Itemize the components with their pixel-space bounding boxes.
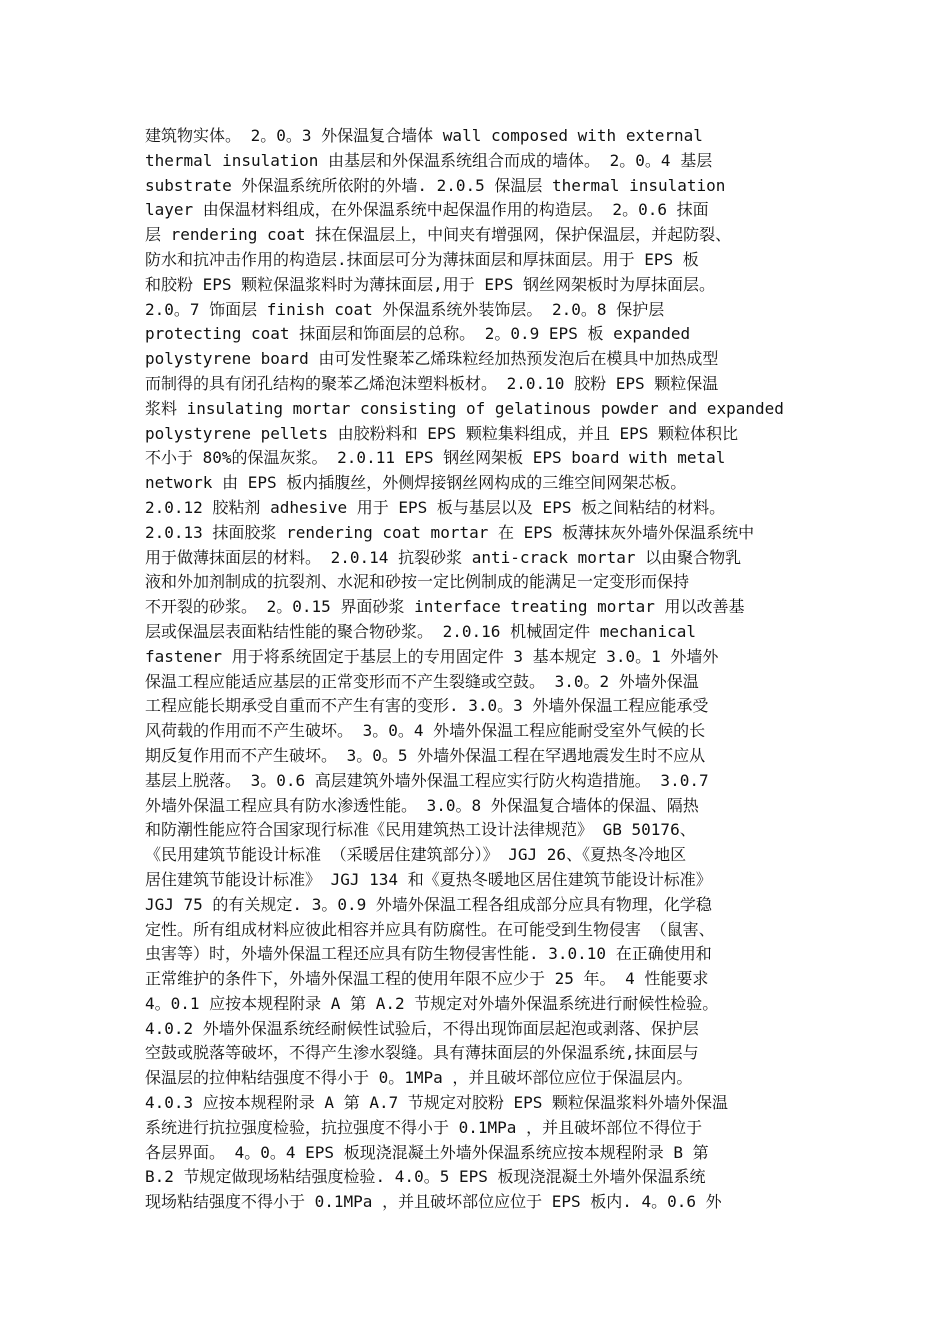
text-line: 基层上脱落。 3。0.6 高层建筑外墙外保温工程应实行防火构造措施。 3.0.7	[145, 770, 709, 790]
text-line: 2.0.12 胶粘剂 adhesive 用于 EPS 板与基层以及 EPS 板之间粘结的材料。	[145, 497, 726, 517]
text-line: thermal insulation 由基层和外保温系统组合而成的墙体。 2。0。4 基层	[145, 150, 713, 170]
text-line: 《民用建筑节能设计标准 （采暖居住建筑部分）》 JGJ 26、《夏热冬冷地区	[145, 845, 687, 865]
text-line: 层或保温层表面粘结性能的聚合物砂浆。 2.0.16 机械固定件 mechanical	[145, 621, 697, 641]
text-line: 空鼓或脱落等破坏，不得产生渗水裂缝。具有薄抹面层的外保温系统,抹面层与	[145, 1043, 699, 1063]
text-line: 建筑物实体。 2。0。3 外保温复合墙体 wall composed with external	[145, 126, 703, 145]
text-line: 正常维护的条件下，外墙外保温工程的使用年限不应少于 25 年。 4 性能要求	[145, 969, 709, 989]
text-line: 不开裂的砂浆。 2。0.15 界面砂浆 interface treating mortar 用以改善基	[145, 597, 745, 617]
text-line: 4.0.2 外墙外保温系统经耐候性试验后，不得出现饰面层起泡或剥落、保护层	[145, 1018, 699, 1038]
text-line: 2.0.13 抹面胶浆 rendering coat mortar 在 EPS 板薄抹灰外墙外保温系统中	[145, 522, 755, 542]
text-line: 4。0.1 应按本规程附录 A 第 A.2 节规定对外墙外保温系统进行耐候性检验。	[145, 993, 719, 1013]
text-line: JGJ 75 的有关规定. 3。0.9 外墙外保温工程各组成部分应具有物理，化学稳	[145, 894, 712, 914]
text-line: 工程应能长期承受自重而不产生有害的变形. 3.0。3 外墙外保温工程应能承受	[145, 696, 709, 716]
text-line: 外墙外保温工程应具有防水渗透性能。 3.0。8 外保温复合墙体的保温、隔热	[145, 795, 699, 815]
text-line: 而制得的具有闭孔结构的聚苯乙烯泡沫塑料板材。 2.0.10 胶粉 EPS 颗粒保温	[145, 373, 719, 393]
text-line: 和防潮性能应符合国家现行标准《民用建筑热工设计法律规范》 GB 50176、	[145, 820, 696, 840]
text-line: 定性。所有组成材料应彼此相容并应具有防腐性。在可能受到生物侵害 （鼠害、	[145, 919, 715, 939]
text-line: polystyrene board 由可发性聚苯乙烯珠粒经加热预发泡后在模具中加热成型	[145, 349, 719, 369]
text-line: polystyrene pellets 由胶粉料和 EPS 颗粒集料组成，并且 EPS 颗粒体积比	[145, 423, 738, 443]
text-line: 2.0。7 饰面层 finish coat 外保温系统外装饰层。 2.0。8 保护层	[145, 299, 665, 319]
text-line: fastener 用于将系统固定于基层上的专用固定件 3 基本规定 3.0。1 外墙外	[145, 646, 719, 666]
text-line: 浆料 insulating mortar consisting of gelatinous powder and expanded	[145, 398, 784, 418]
text-line: substrate 外保温系统所依附的外墙. 2.0.5 保温层 thermal insulation	[145, 175, 726, 195]
text-line: B.2 节规定做现场粘结强度检验. 4.0。5 EPS 板现浇混凝土外墙外保温系统	[145, 1167, 706, 1187]
text-line: 居住建筑节能设计标准》 JGJ 134 和《夏热冬暖地区居住建筑节能设计标准》	[145, 869, 712, 889]
text-line: 防水和抗冲击作用的构造层.抹面层可分为薄抹面层和厚抹面层。用于 EPS 板	[145, 249, 699, 269]
text-line: 风荷载的作用而不产生破坏。 3。0。4 外墙外保温工程应能耐受室外气候的长	[145, 721, 706, 741]
text-line: 4.0.3 应按本规程附录 A 第 A.7 节规定对胶粉 EPS 颗粒保温浆料外墙外保温	[145, 1093, 729, 1113]
text-line: 系统进行抗拉强度检验，抗拉强度不得小于 0.1MPa ，并且破坏部位不得位于	[145, 1117, 703, 1137]
text-line: 和胶粉 EPS 颗粒保温浆料时为薄抹面层,用于 EPS 钢丝网架板时为厚抹面层。	[145, 274, 715, 294]
text-line: 保温层的拉伸粘结强度不得小于 0。1MPa ，并且破坏部位应位于保温层内。	[145, 1068, 693, 1088]
text-line: 保温工程应能适应基层的正常变形而不产生裂缝或空鼓。 3.0。2 外墙外保温	[145, 671, 699, 691]
body-text	[145, 124, 835, 1215]
text-line: network 由 EPS 板内插腹丝，外侧焊接钢丝网构成的三维空间网架芯板。	[145, 473, 687, 493]
text-line: 不小于 80%的保温灰浆。 2.0.11 EPS 钢丝网架板 EPS board with metal	[145, 448, 726, 468]
text-line: 期反复作用而不产生破坏。 3。0。5 外墙外保温工程在罕遇地震发生时不应从	[145, 745, 706, 765]
text-line: layer 由保温材料组成，在外保温系统中起保温作用的构造层。 2。0.6 抹面	[145, 200, 709, 220]
text-line: protecting coat 抹面层和饰面层的总称。 2。0.9 EPS 板 expanded	[145, 324, 691, 344]
text-line: 层 rendering coat 抹在保温层上，中间夹有增强网，保护保温层，并起防裂、	[145, 225, 732, 245]
text-line: 虫害等）时，外墙外保温工程还应具有防生物侵害性能. 3.0.10 在正确使用和	[145, 944, 712, 964]
text-line: 液和外加剂制成的抗裂剂、水泥和砂按一定比例制成的能满足一定变形而保持	[145, 572, 690, 592]
text-line: 现场粘结强度不得小于 0.1MPa ，并且破坏部位应位于 EPS 板内. 4。0.6 外	[145, 1192, 722, 1212]
text-line: 各层界面。 4。0。4 EPS 板现浇混凝土外墙外保温系统应按本规程附录 B 第	[145, 1142, 709, 1162]
text-line: 用于做薄抹面层的材料。 2.0.14 抗裂砂浆 anti-crack mortar 以由聚合物乳	[145, 547, 742, 567]
